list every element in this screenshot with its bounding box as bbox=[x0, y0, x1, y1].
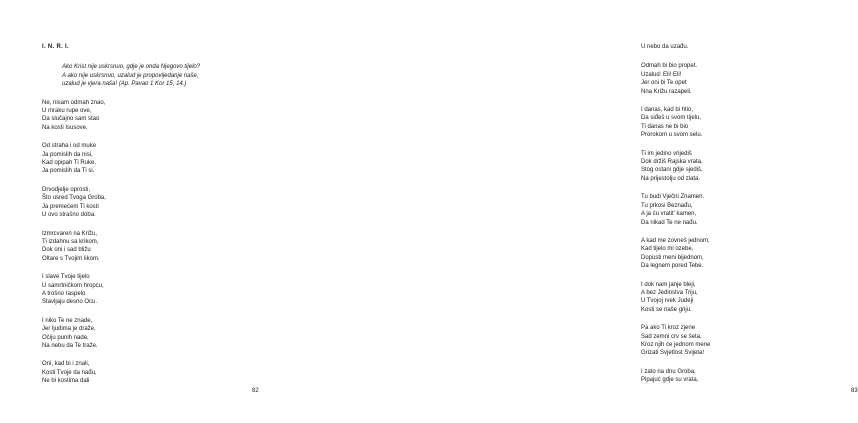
verse-line: Kroz njih će jednom mene bbox=[641, 341, 711, 348]
verse-line: Tu budi Vječni Znamen. bbox=[641, 194, 705, 201]
verse-line: Pipajuć gdje su vrata, bbox=[641, 377, 699, 384]
verse-line: A ja ću vratit' kamen, bbox=[641, 211, 697, 218]
stanza bbox=[641, 237, 710, 271]
verse-line: I niko Te ne znade, bbox=[42, 317, 93, 324]
verse-line: I danas, kad bi htio, bbox=[641, 107, 694, 114]
verse-line: Ti im jedino vrijediš bbox=[641, 150, 692, 157]
stanza bbox=[641, 193, 710, 227]
verse-line: Na kosti Isusove. bbox=[42, 124, 88, 131]
right-column bbox=[641, 43, 710, 395]
verse-line: I slave Tvoje tijelo bbox=[42, 274, 90, 281]
verse-line: Očiju punih nade, bbox=[42, 334, 89, 341]
verse-line: A bez Jedinstva Triju, bbox=[641, 289, 698, 296]
verse-line: Stog ostani gdje sjediš, bbox=[641, 167, 703, 174]
verse-line: U ovo strašno doba. bbox=[42, 212, 96, 219]
verse-line: U nebo da uzađu. bbox=[641, 44, 689, 50]
verse-line: Grizati Svjetlost Svijeta! bbox=[641, 350, 705, 357]
verse-line: Ja pomislih da Ti si. bbox=[42, 168, 95, 175]
verse-line: Što usred Tvoga Groba, bbox=[42, 195, 106, 202]
verse-line: Da nikad Te ne nađu. bbox=[641, 219, 698, 226]
stanza bbox=[641, 62, 710, 96]
verse-line: U samrtničkom hropcu, bbox=[42, 282, 104, 289]
verse-line: Da slučajno sam stao bbox=[42, 116, 100, 123]
verse-line: Da siđeš u svom tijelu, bbox=[641, 115, 702, 122]
verse-line: Drvodjelje oprosti, bbox=[42, 186, 91, 193]
verse-line: I zato na dnu Groba, bbox=[641, 368, 696, 375]
verse-line: Ti danas ne bi bio bbox=[641, 123, 689, 130]
verse-line: Na prijestolju od zlata. bbox=[641, 175, 701, 182]
verse-line: Ja premećem Ti kosti bbox=[42, 203, 99, 210]
verse-line: I dok nam janje bleji, bbox=[641, 281, 696, 288]
left-column bbox=[42, 43, 200, 396]
left-stanzas bbox=[42, 99, 200, 386]
stanza bbox=[641, 368, 710, 385]
stanza bbox=[42, 142, 200, 176]
verse-line: Od straha i od muke bbox=[42, 143, 97, 150]
verse-line: Na nebu da Te traže. bbox=[42, 342, 98, 349]
verse-line: U mraku rupe ove, bbox=[42, 108, 92, 115]
epigraph-line: uzalud je vjera naša! (Ap. Pavao 1 Kor 15, 14.) bbox=[62, 81, 187, 88]
verse-line: U Tvojoj rvek Judeji bbox=[641, 298, 694, 305]
epigraph-line: A ako nije uskrsnuo, uzalud je propovijedanje naše, bbox=[62, 72, 199, 79]
verse-line: Ne, nisam odmah znao, bbox=[42, 99, 106, 106]
stanza bbox=[641, 281, 710, 315]
verse-line: Tu prkosi Beznađu, bbox=[641, 202, 693, 209]
page-number-right: 83 bbox=[851, 388, 858, 394]
verse-line: Izmrcvaren na Križu, bbox=[42, 230, 98, 237]
verse-line: Odmah bi bio propet. bbox=[641, 63, 698, 70]
verse-line: Oni, kad bi i znali, bbox=[42, 361, 90, 368]
verse-line: Dopusti meni bijednom, bbox=[641, 254, 704, 261]
verse-line: Jer ljudima je draže, bbox=[42, 326, 96, 333]
left-page bbox=[0, 0, 300, 423]
verse-line: Ti izdahnu sa krikom, bbox=[42, 238, 99, 245]
verse-line: Dok oni i sad bližu bbox=[42, 247, 91, 254]
page-number-left: 82 bbox=[252, 388, 259, 394]
stanza bbox=[42, 230, 200, 264]
verse-line: Ne bi kostima dali bbox=[42, 378, 90, 385]
stanza bbox=[641, 324, 710, 358]
stanza bbox=[42, 186, 200, 220]
epigraph-line: Ako Krist nije uskrsnuo, gdje je onda Njegovo tijelo? bbox=[62, 64, 201, 71]
stanza bbox=[42, 99, 200, 133]
verse-line: Stavljaju desno Ocu. bbox=[42, 299, 98, 306]
verse-line: Uzalud: Eli! Eli! bbox=[641, 71, 682, 78]
verse-line: A trošno raspelo bbox=[42, 290, 86, 297]
verse-line: A kad me zovneš jednom, bbox=[641, 237, 710, 244]
verse-line: Kad opipah Ti Ruke, bbox=[42, 160, 97, 167]
right-page bbox=[300, 0, 858, 423]
verse-line: Sad zemni crv se šeta, bbox=[641, 333, 702, 340]
stanza bbox=[641, 43, 710, 51]
verse-line: Nna Križu razapeli. bbox=[641, 88, 692, 95]
stanza bbox=[42, 273, 200, 307]
verse-line: Kosti se naše griju. bbox=[641, 306, 692, 313]
epigraph bbox=[42, 63, 200, 88]
verse-line: Ja pomislih da nisi, bbox=[42, 151, 93, 158]
verse-line: Kosti Tvoje da nađu, bbox=[42, 369, 97, 376]
poem-title: I. N. R. I. bbox=[42, 44, 69, 50]
stanza bbox=[42, 360, 200, 385]
verse-line: Jer oni bi Te opet bbox=[641, 80, 687, 87]
verse-line: Oltare s Tvojim likom. bbox=[42, 255, 100, 262]
verse-line: Dok držiš Rajska vrata, bbox=[641, 159, 703, 166]
verse-line: Prorokom u svom selu. bbox=[641, 132, 703, 139]
verse-line: Pa ako Ti kroz zjene bbox=[641, 325, 696, 332]
verse-line: Da legnem pored Tebe. bbox=[641, 263, 704, 270]
stanza bbox=[641, 106, 710, 140]
verse-line: Kad tijelo mi ozebe, bbox=[641, 246, 694, 253]
stanza bbox=[641, 150, 710, 184]
stanza bbox=[42, 317, 200, 351]
